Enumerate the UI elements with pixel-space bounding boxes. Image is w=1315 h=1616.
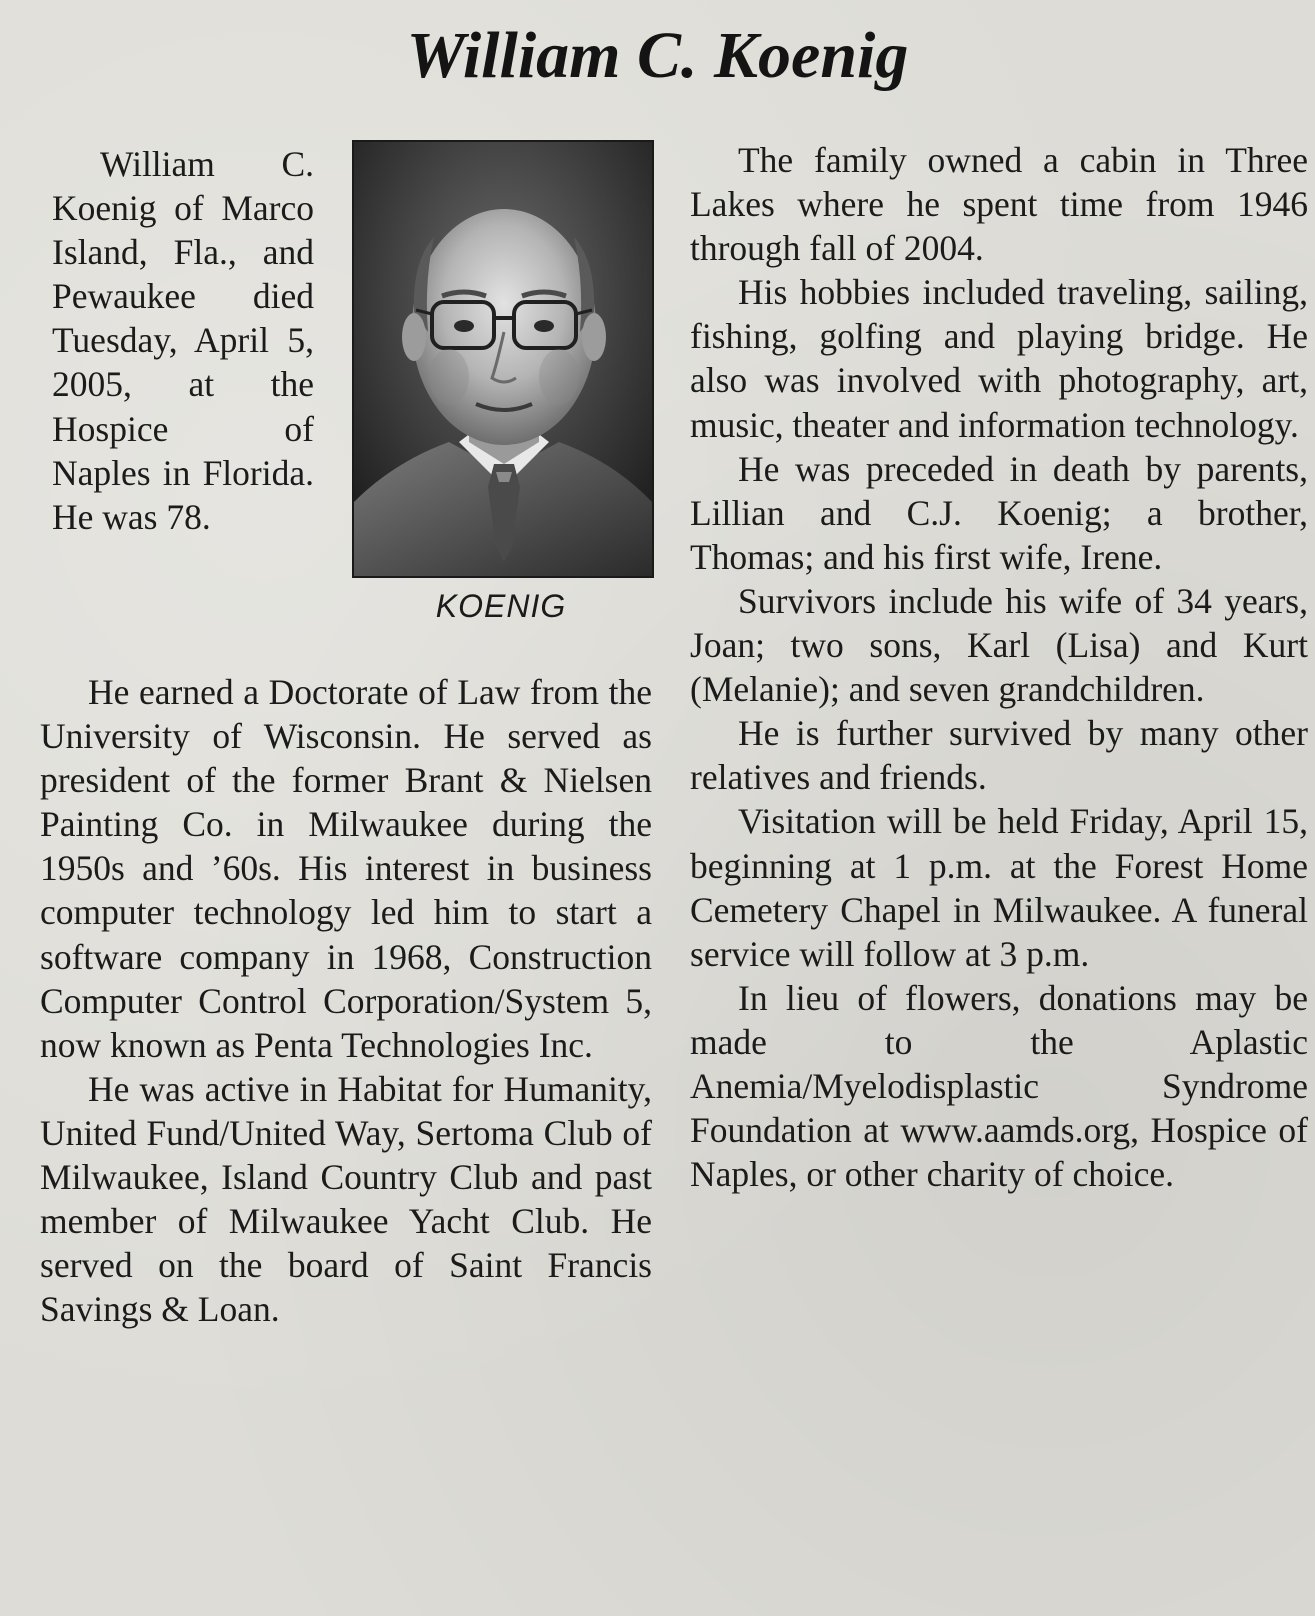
- paragraph-preceded: He was preceded in death by parents, Lillian and C.J. Koenig; a brother, Thomas; and his first wife, Irene.: [690, 448, 1308, 577]
- obituary-lede: [52, 142, 314, 539]
- portrait-photo: [352, 140, 654, 578]
- paragraph-community: He was active in Habitat for Humanity, United Fund/United Way, Sertoma Club of Milwaukee, Island Country Club and past member of Milwaukee Yacht Club. He served on the board of Saint Francis Savings & Loan.: [40, 1068, 652, 1330]
- left-column: [40, 670, 652, 1331]
- obituary-headline: William C. Koenig: [406, 19, 909, 92]
- paragraph-cabin: The family owned a cabin in Three Lakes where he spent time from 1946 through fall of 2004.: [690, 140, 1308, 269]
- portrait-photo-image: [354, 142, 652, 576]
- lede-paragraph: William C. Koenig of Marco Island, Fla., and Pewaukee died Tuesday, April 5, 2005, at the Hospice of Naples in Florida. He was 78.: [52, 144, 314, 537]
- photo-caption: KOENIG: [435, 588, 567, 624]
- paragraph-education-career: He earned a Doctorate of Law from the University of Wisconsin. He served as president of the former Brant & Nielsen Painting Co. in Milwaukee during the 1950s and ’60s. His interest in business computer technology led him to start a software company in 1968, Construction Computer Control Corporation/System 5, now known as Penta Technologies Inc.: [40, 672, 652, 1065]
- paragraph-visitation: Visitation will be held Friday, April 15, beginning at 1 p.m. at the Forest Home Cemetery Chapel in Milwaukee. A funeral service will follow at 3 p.m.: [690, 801, 1308, 974]
- paragraph-donations: In lieu of flowers, donations may be made to the Aplastic Anemia/Myelodisplastic Syndrome Foundation at www.aamds.org, Hospice of Naples, or other charity of choice.: [690, 977, 1308, 1195]
- paragraph-hobbies: His hobbies included traveling, sailing, fishing, golfing and playing bridge. He also was involved with photography, art, music, theater and information technology.: [690, 272, 1308, 445]
- right-column: [690, 138, 1308, 1196]
- paragraph-relatives: He is further survived by many other relatives and friends.: [690, 713, 1308, 798]
- paragraph-survivors: Survivors include his wife of 34 years, Joan; two sons, Karl (Lisa) and Kurt (Melanie); and seven grandchildren.: [690, 580, 1308, 710]
